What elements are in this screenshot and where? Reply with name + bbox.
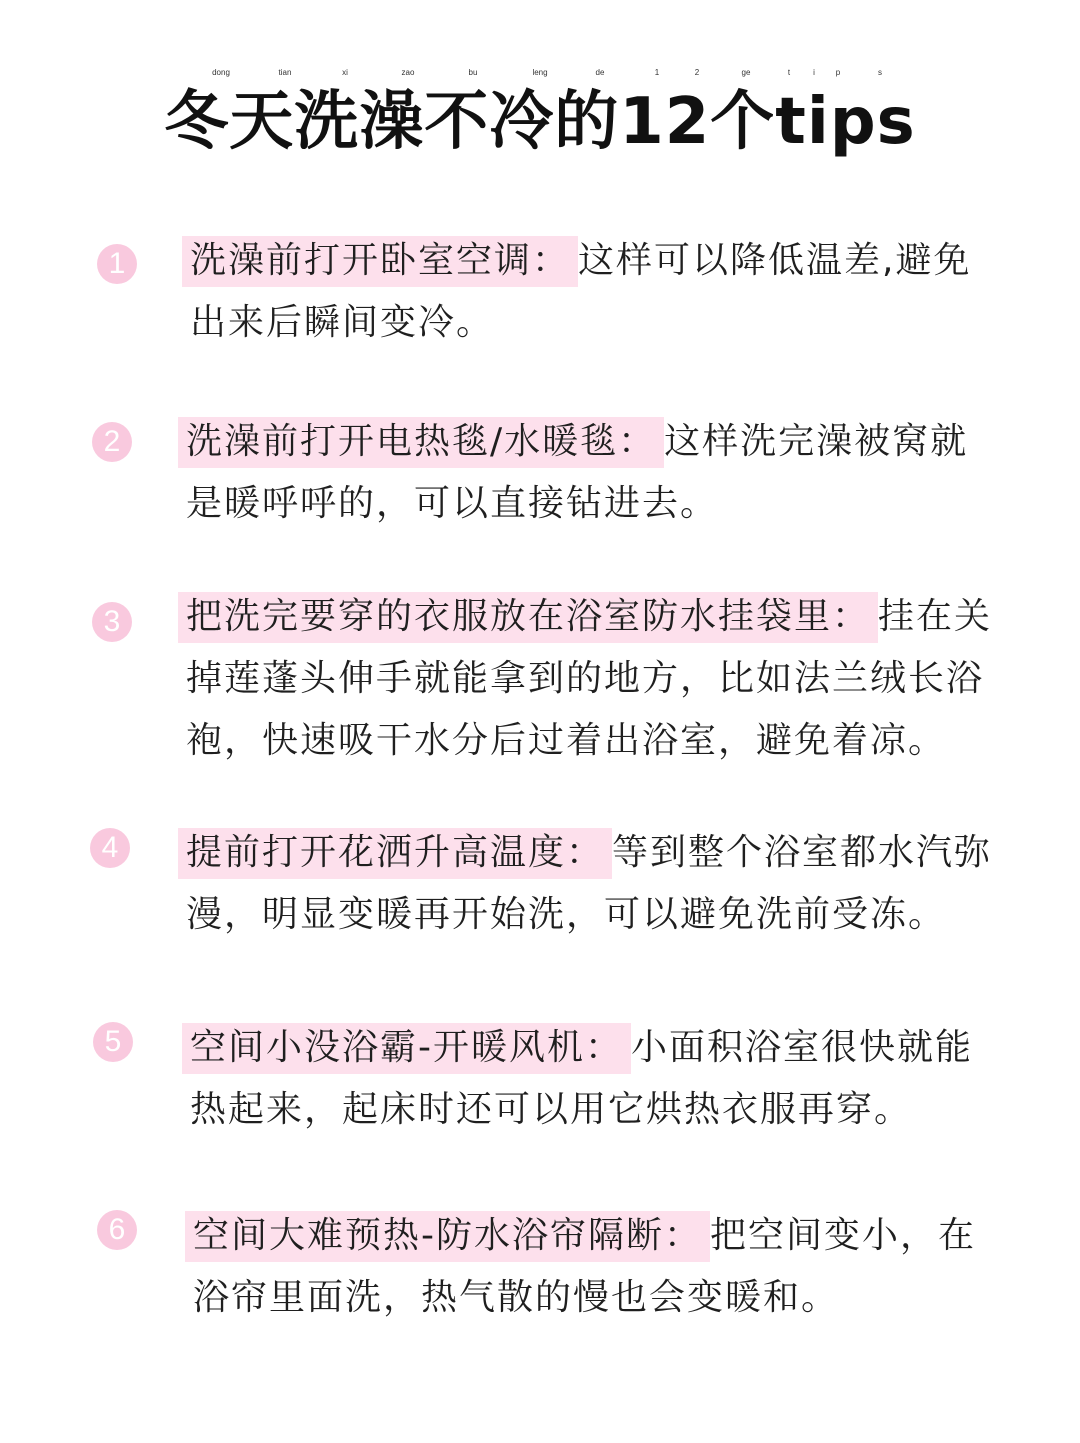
pinyin-syllable: s (878, 68, 882, 77)
tip-body: 等到整个浴室都水汽弥漫，明显变暖再开始洗，可以避免洗前受冻。 (186, 832, 993, 935)
pinyin-syllable: tian (278, 68, 292, 77)
tip-number-badge: 6 (97, 1210, 137, 1250)
tip-text (186, 586, 994, 772)
tip-number-badge: 4 (90, 828, 130, 868)
pinyin-syllable: zao (401, 68, 415, 77)
pinyin-syllable: leng (532, 68, 548, 77)
tip-text (186, 822, 994, 946)
pinyin-syllable: 1 (654, 68, 660, 77)
tip-body: 这样洗完澡被窝就是暖呼呼的，可以直接钻进去。 (186, 421, 969, 524)
page-title: 冬天洗澡不冷的12个tips (164, 85, 916, 159)
pinyin-syllable: xi (342, 68, 348, 77)
tip-number-badge: 5 (93, 1022, 133, 1062)
tip-text (190, 1017, 995, 1141)
tip-highlight: 洗澡前打开电热毯/水暖毯： (178, 417, 664, 468)
pinyin-syllable: 2 (694, 68, 700, 77)
pinyin-syllable: de (595, 68, 605, 77)
tip-highlight: 提前打开花洒升高温度： (178, 828, 612, 879)
tip-number-badge: 2 (92, 422, 132, 462)
tip-number-badge: 1 (97, 244, 137, 284)
tip-text (186, 411, 994, 535)
tip-body: 这样可以降低温差,避免出来后瞬间变冷。 (190, 240, 972, 343)
tip-text (193, 1205, 995, 1329)
tip-highlight: 空间小没浴霸-开暖风机： (182, 1023, 631, 1074)
pinyin-syllable: bu (468, 68, 478, 77)
pinyin-syllable: ge (741, 68, 751, 77)
tip-body: 小面积浴室很快就能热起来，起床时还可以用它烘热衣服再穿。 (190, 1027, 974, 1130)
tip-body: 挂在关掉莲蓬头伸手就能拿到的地方，比如法兰绒长浴袍，快速吸干水分后过着出浴室，避免着凉。 (186, 596, 993, 761)
tip-highlight: 洗澡前打开卧室空调： (182, 236, 578, 287)
tip-body: 把空间变小，在浴帘里面洗，热气散的慢也会变暖和。 (193, 1215, 977, 1318)
tip-text (190, 230, 995, 354)
pinyin-syllable: dong (212, 68, 230, 77)
pinyin-syllable: t (787, 68, 791, 77)
tip-number-badge: 3 (92, 602, 132, 642)
tip-highlight: 空间大难预热-防水浴帘隔断： (185, 1211, 710, 1262)
title-pinyin (0, 68, 1080, 82)
pinyin-syllable: i (813, 68, 815, 77)
pinyin-syllable: p (835, 68, 841, 77)
tip-highlight: 把洗完要穿的衣服放在浴室防水挂袋里： (178, 592, 878, 643)
